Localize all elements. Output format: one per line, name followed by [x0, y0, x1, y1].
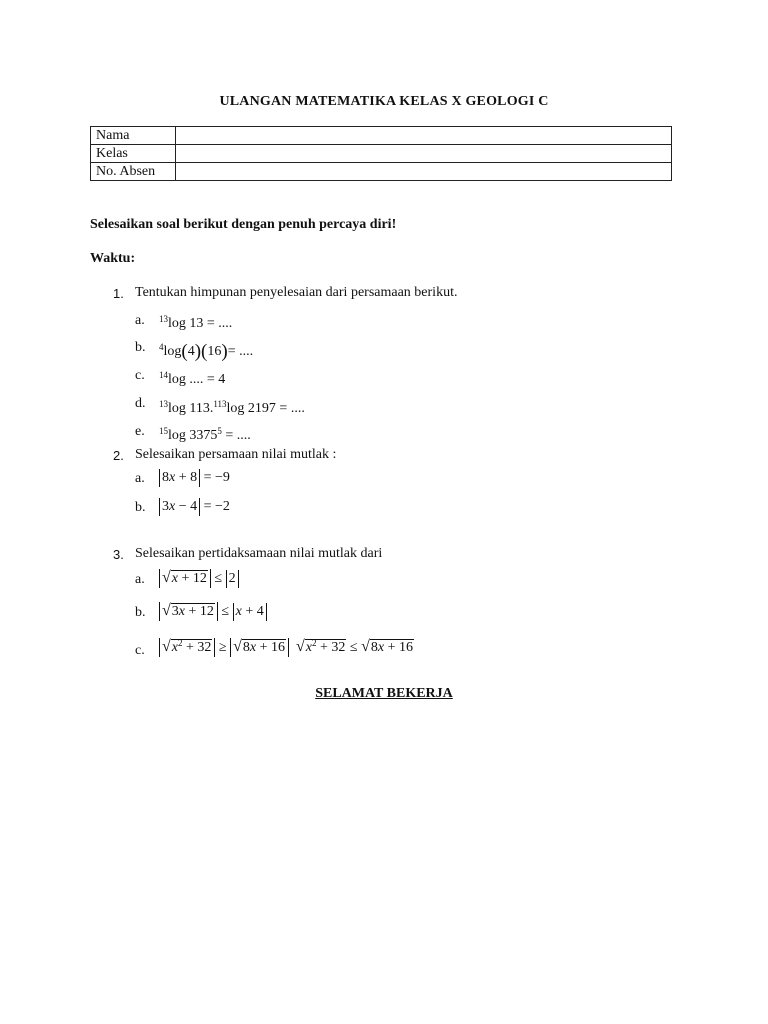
question-text: Selesaikan persamaan nilai mutlak : — [135, 447, 337, 462]
math-expression: $^{15}$log $3375^5$ = .... — [159, 426, 251, 443]
info-row-absen — [91, 163, 672, 181]
question-number: 1. — [113, 286, 124, 301]
math-expression: $^{14}$log .... = 4 — [159, 370, 226, 387]
math-expression: 8x + 8 = −9 — [159, 469, 230, 487]
math-expression: $√x^2 + 32 \ge √8x + 16$ $√x^2 + 32 \le √8x + 16$ — [159, 638, 414, 657]
item-letter: a. — [135, 471, 145, 486]
item-letter: b. — [135, 340, 146, 355]
instruction-text: Selesaikan soal berikut dengan penuh percaya diri! — [90, 217, 397, 232]
math-expression: $^{13}$log 113.$^{113}$log 2197 = .... — [159, 399, 305, 416]
math-expression: $^4$log(4)(16)= .... — [159, 341, 254, 362]
math-expression: 3x − 4 = −2 — [159, 498, 230, 516]
question-text: Selesaikan pertidaksamaan nilai mutlak dari — [135, 546, 383, 561]
closing-text: SELAMAT BEKERJA — [315, 686, 453, 701]
info-label: Kelas — [91, 145, 176, 163]
info-value[interactable] — [176, 127, 672, 145]
question-number: 3. — [113, 547, 124, 562]
info-label: Nama — [91, 127, 176, 145]
item-letter: d. — [135, 396, 146, 411]
question-text: Tentukan himpunan penyelesaian dari persamaan berikut. — [135, 285, 458, 300]
info-row-kelas — [91, 145, 672, 163]
student-info-table — [90, 126, 672, 181]
info-value[interactable] — [176, 145, 672, 163]
info-value[interactable] — [176, 163, 672, 181]
math-expression: √3x + 12 ≤ x + 4 — [159, 602, 267, 621]
item-letter: c. — [135, 643, 145, 658]
info-row-nama — [91, 127, 672, 145]
time-label: Waktu: — [90, 251, 136, 266]
item-letter: b. — [135, 605, 146, 620]
math-expression: $^{13}$log 13 = .... — [159, 314, 233, 331]
page-title: ULANGAN MATEMATIKA KELAS X GEOLOGI C — [219, 94, 549, 109]
math-expression: √x + 12 ≤ 2 — [159, 569, 239, 588]
question-number: 2. — [113, 448, 124, 463]
item-letter: e. — [135, 424, 145, 439]
info-label: No. Absen — [91, 163, 176, 181]
item-letter: a. — [135, 313, 145, 328]
item-letter: a. — [135, 572, 145, 587]
item-letter: c. — [135, 368, 145, 383]
item-letter: b. — [135, 500, 146, 515]
